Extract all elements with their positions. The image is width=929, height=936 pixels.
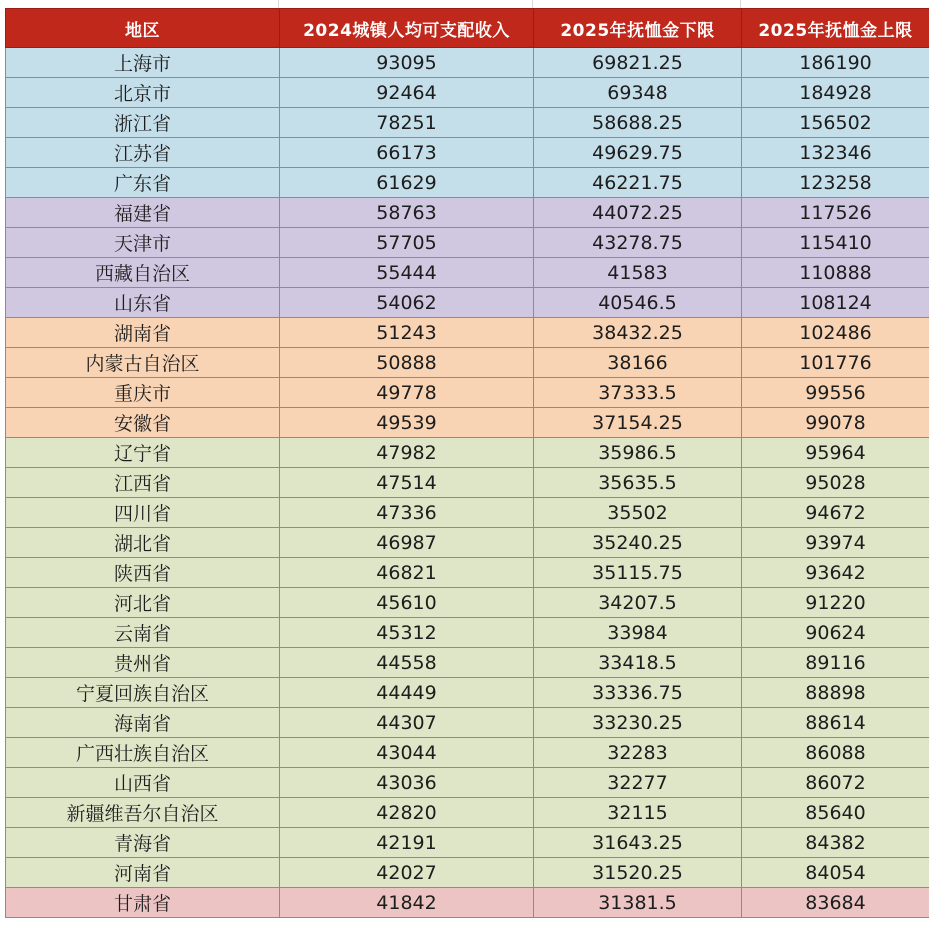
- cell-lower-limit[interactable]: 69348: [534, 78, 742, 108]
- table-row: [6, 108, 929, 138]
- table-row: [6, 168, 929, 198]
- table-row: [6, 528, 929, 558]
- cell-lower-limit[interactable]: 31381.5: [534, 888, 742, 918]
- column-divider: [278, 0, 279, 8]
- cell-upper-limit[interactable]: 99078: [742, 408, 929, 438]
- cell-region[interactable]: 山西省: [6, 768, 280, 798]
- cell-lower-limit[interactable]: 38166: [534, 348, 742, 378]
- cell-region[interactable]: 广西壮族自治区: [6, 738, 280, 768]
- table-row: [6, 228, 929, 258]
- cell-income[interactable]: 46821: [280, 558, 534, 588]
- cell-income[interactable]: 41842: [280, 888, 534, 918]
- cell-income[interactable]: 44558: [280, 648, 534, 678]
- cell-lower-limit[interactable]: 35986.5: [534, 438, 742, 468]
- cell-upper-limit[interactable]: 86072: [742, 768, 929, 798]
- cell-region[interactable]: 云南省: [6, 618, 280, 648]
- cell-region[interactable]: 宁夏回族自治区: [6, 678, 280, 708]
- cell-lower-limit[interactable]: 31643.25: [534, 828, 742, 858]
- cell-income[interactable]: 45610: [280, 588, 534, 618]
- column-divider: [532, 0, 533, 8]
- cell-income[interactable]: 45312: [280, 618, 534, 648]
- cell-region[interactable]: 江苏省: [6, 138, 280, 168]
- cell-region[interactable]: 山东省: [6, 288, 280, 318]
- cell-upper-limit[interactable]: 86088: [742, 738, 929, 768]
- cell-lower-limit[interactable]: 40546.5: [534, 288, 742, 318]
- cell-region[interactable]: 湖北省: [6, 528, 280, 558]
- cell-income[interactable]: 50888: [280, 348, 534, 378]
- cell-upper-limit[interactable]: 123258: [742, 168, 929, 198]
- cell-lower-limit[interactable]: 32277: [534, 768, 742, 798]
- cell-income[interactable]: 51243: [280, 318, 534, 348]
- cell-income[interactable]: 78251: [280, 108, 534, 138]
- cell-lower-limit[interactable]: 31520.25: [534, 858, 742, 888]
- table-row: [6, 378, 929, 408]
- cell-lower-limit[interactable]: 35635.5: [534, 468, 742, 498]
- table-row: [6, 768, 929, 798]
- cell-upper-limit[interactable]: 184928: [742, 78, 929, 108]
- cell-lower-limit[interactable]: 43278.75: [534, 228, 742, 258]
- cell-upper-limit[interactable]: 101776: [742, 348, 929, 378]
- cell-region[interactable]: 海南省: [6, 708, 280, 738]
- cell-upper-limit[interactable]: 88614: [742, 708, 929, 738]
- cell-upper-limit[interactable]: 84054: [742, 858, 929, 888]
- cell-upper-limit[interactable]: 89116: [742, 648, 929, 678]
- cell-upper-limit[interactable]: 83684: [742, 888, 929, 918]
- cell-income[interactable]: 58763: [280, 198, 534, 228]
- cell-income[interactable]: 46987: [280, 528, 534, 558]
- table-row: [6, 348, 929, 378]
- cell-income[interactable]: 43044: [280, 738, 534, 768]
- cell-upper-limit[interactable]: 110888: [742, 258, 929, 288]
- cell-lower-limit[interactable]: 34207.5: [534, 588, 742, 618]
- table-row: [6, 498, 929, 528]
- cell-upper-limit[interactable]: 117526: [742, 198, 929, 228]
- header-row: [6, 9, 929, 48]
- cell-upper-limit[interactable]: 93642: [742, 558, 929, 588]
- cell-lower-limit[interactable]: 35115.75: [534, 558, 742, 588]
- cell-income[interactable]: 47982: [280, 438, 534, 468]
- cell-income[interactable]: 57705: [280, 228, 534, 258]
- cell-region[interactable]: 辽宁省: [6, 438, 280, 468]
- cell-region[interactable]: 浙江省: [6, 108, 280, 138]
- cell-region[interactable]: 河北省: [6, 588, 280, 618]
- table-row: [6, 558, 929, 588]
- cell-region[interactable]: 内蒙古自治区: [6, 348, 280, 378]
- header-region[interactable]: 地区: [6, 9, 280, 48]
- cell-upper-limit[interactable]: 156502: [742, 108, 929, 138]
- table-row: [6, 588, 929, 618]
- cell-income[interactable]: 61629: [280, 168, 534, 198]
- cell-lower-limit[interactable]: 35502: [534, 498, 742, 528]
- cell-upper-limit[interactable]: 132346: [742, 138, 929, 168]
- cell-upper-limit[interactable]: 93974: [742, 528, 929, 558]
- cell-income[interactable]: 55444: [280, 258, 534, 288]
- cell-upper-limit[interactable]: 84382: [742, 828, 929, 858]
- cell-region[interactable]: 四川省: [6, 498, 280, 528]
- cell-lower-limit[interactable]: 44072.25: [534, 198, 742, 228]
- table-row: [6, 438, 929, 468]
- cell-upper-limit[interactable]: 85640: [742, 798, 929, 828]
- table-row: [6, 258, 929, 288]
- cell-upper-limit[interactable]: 88898: [742, 678, 929, 708]
- pension-table: [5, 8, 929, 918]
- cell-upper-limit[interactable]: 94672: [742, 498, 929, 528]
- cell-region[interactable]: 青海省: [6, 828, 280, 858]
- cell-region[interactable]: 甘肃省: [6, 888, 280, 918]
- cell-income[interactable]: 66173: [280, 138, 534, 168]
- cell-region[interactable]: 陕西省: [6, 558, 280, 588]
- cell-lower-limit[interactable]: 37333.5: [534, 378, 742, 408]
- header-upper-limit[interactable]: 2025年抚恤金上限: [742, 9, 929, 48]
- table-row: [6, 858, 929, 888]
- cell-income[interactable]: 42191: [280, 828, 534, 858]
- cell-region[interactable]: 河南省: [6, 858, 280, 888]
- cell-lower-limit[interactable]: 69821.25: [534, 48, 742, 78]
- cell-income[interactable]: 44449: [280, 678, 534, 708]
- table-row: [6, 738, 929, 768]
- cell-upper-limit[interactable]: 108124: [742, 288, 929, 318]
- column-divider: [740, 0, 741, 8]
- table-row: [6, 198, 929, 228]
- cell-region[interactable]: 安徽省: [6, 408, 280, 438]
- cell-region[interactable]: 重庆市: [6, 378, 280, 408]
- cell-income[interactable]: 49778: [280, 378, 534, 408]
- table-row: [6, 48, 929, 78]
- table-row: [6, 708, 929, 738]
- cell-lower-limit[interactable]: 38432.25: [534, 318, 742, 348]
- table-row: [6, 78, 929, 108]
- cell-upper-limit[interactable]: 95964: [742, 438, 929, 468]
- cell-region[interactable]: 贵州省: [6, 648, 280, 678]
- cell-income[interactable]: 44307: [280, 708, 534, 738]
- table-row: [6, 678, 929, 708]
- table-row: [6, 318, 929, 348]
- cell-upper-limit[interactable]: 91220: [742, 588, 929, 618]
- cell-upper-limit[interactable]: 102486: [742, 318, 929, 348]
- cell-lower-limit[interactable]: 49629.75: [534, 138, 742, 168]
- cell-lower-limit[interactable]: 33984: [534, 618, 742, 648]
- cell-lower-limit[interactable]: 37154.25: [534, 408, 742, 438]
- cell-income[interactable]: 42820: [280, 798, 534, 828]
- header-income[interactable]: 2024城镇人均可支配收入: [280, 9, 534, 48]
- cell-income[interactable]: 92464: [280, 78, 534, 108]
- cell-lower-limit[interactable]: 46221.75: [534, 168, 742, 198]
- cell-income[interactable]: 47336: [280, 498, 534, 528]
- cell-lower-limit[interactable]: 33418.5: [534, 648, 742, 678]
- cell-lower-limit[interactable]: 33230.25: [534, 708, 742, 738]
- cell-region[interactable]: 天津市: [6, 228, 280, 258]
- cell-region[interactable]: 湖南省: [6, 318, 280, 348]
- table-row: [6, 828, 929, 858]
- table-row: [6, 888, 929, 918]
- table-row: [6, 408, 929, 438]
- cell-region[interactable]: 西藏自治区: [6, 258, 280, 288]
- cell-lower-limit[interactable]: 33336.75: [534, 678, 742, 708]
- cell-region[interactable]: 新疆维吾尔自治区: [6, 798, 280, 828]
- table-row: [6, 618, 929, 648]
- cell-lower-limit[interactable]: 41583: [534, 258, 742, 288]
- cell-upper-limit[interactable]: 115410: [742, 228, 929, 258]
- table-row: [6, 798, 929, 828]
- cell-upper-limit[interactable]: 95028: [742, 468, 929, 498]
- header-lower-limit[interactable]: 2025年抚恤金下限: [534, 9, 742, 48]
- cell-income[interactable]: 54062: [280, 288, 534, 318]
- table-row: [6, 648, 929, 678]
- cell-lower-limit[interactable]: 58688.25: [534, 108, 742, 138]
- cell-upper-limit[interactable]: 99556: [742, 378, 929, 408]
- cell-region[interactable]: 上海市: [6, 48, 280, 78]
- table-row: [6, 138, 929, 168]
- cell-lower-limit[interactable]: 32115: [534, 798, 742, 828]
- cell-income[interactable]: 47514: [280, 468, 534, 498]
- cell-income[interactable]: 43036: [280, 768, 534, 798]
- cell-upper-limit[interactable]: 90624: [742, 618, 929, 648]
- cell-region[interactable]: 江西省: [6, 468, 280, 498]
- cell-region[interactable]: 北京市: [6, 78, 280, 108]
- cell-upper-limit[interactable]: 186190: [742, 48, 929, 78]
- cell-lower-limit[interactable]: 32283: [534, 738, 742, 768]
- table-body: [6, 48, 929, 918]
- cell-lower-limit[interactable]: 35240.25: [534, 528, 742, 558]
- cell-region[interactable]: 广东省: [6, 168, 280, 198]
- table-row: [6, 468, 929, 498]
- cell-income[interactable]: 93095: [280, 48, 534, 78]
- cell-income[interactable]: 49539: [280, 408, 534, 438]
- cell-region[interactable]: 福建省: [6, 198, 280, 228]
- table-row: [6, 288, 929, 318]
- cell-income[interactable]: 42027: [280, 858, 534, 888]
